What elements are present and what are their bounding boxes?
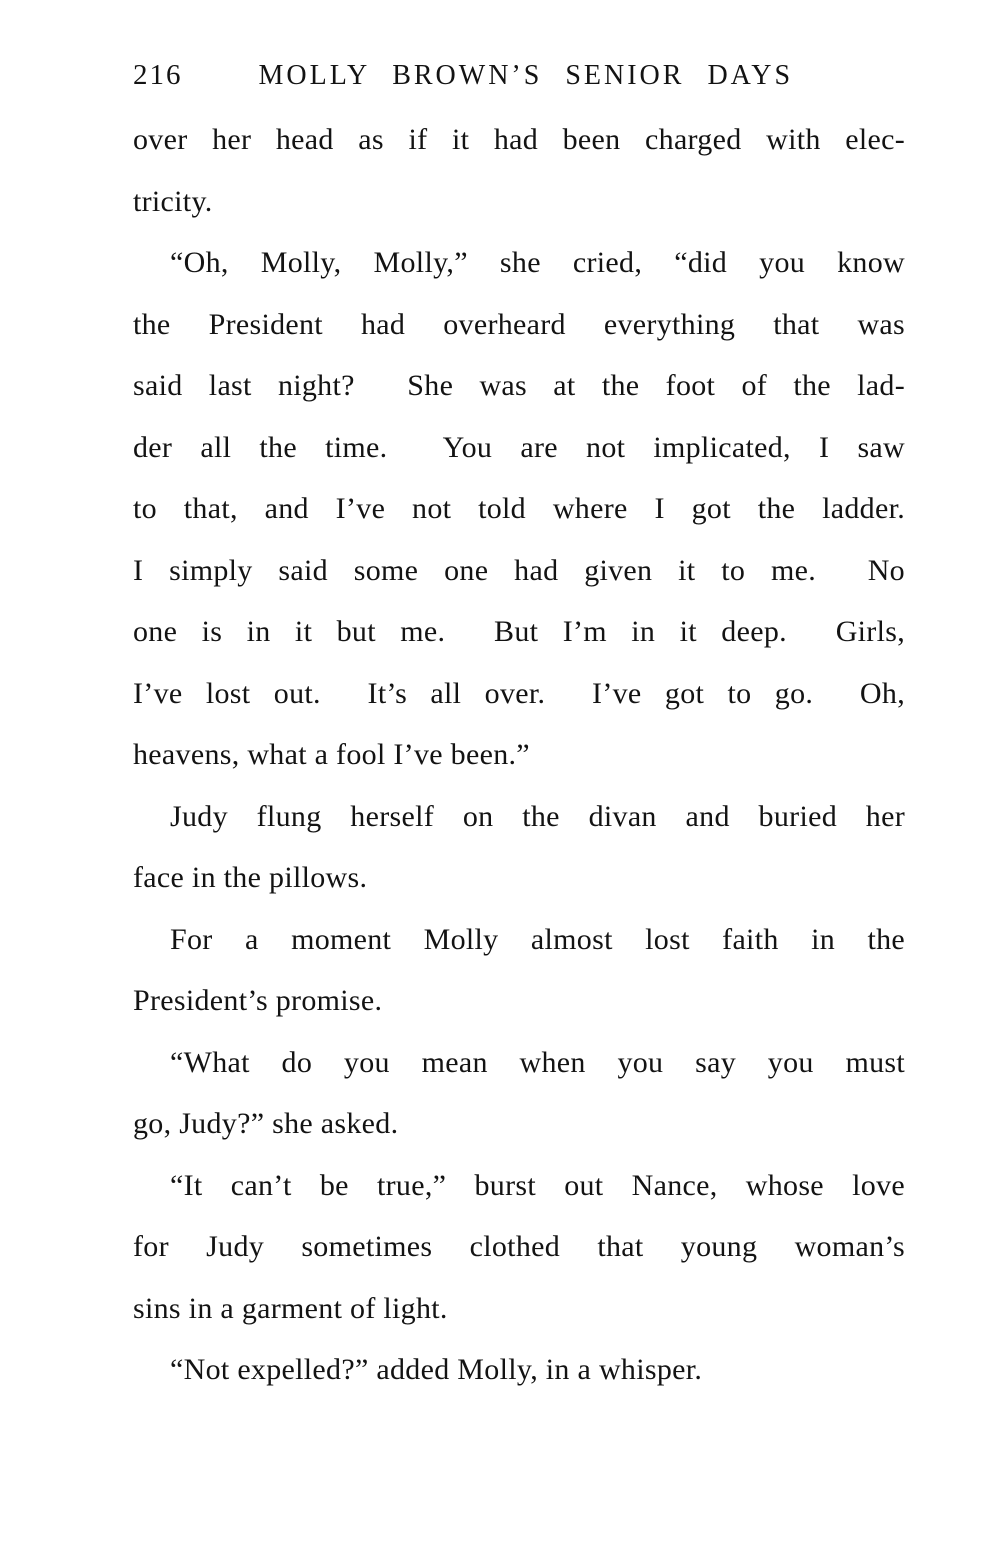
text-line: “Not expelled?” added Molly, in a whisper. xyxy=(170,1353,703,1386)
text-line: “Oh, Molly, Molly,” she cried, “did you know xyxy=(170,246,905,279)
text-line: tricity. xyxy=(133,184,213,218)
body-text xyxy=(133,109,905,1401)
text-line: to that, and I’ve not told where I got the ladder. xyxy=(133,492,905,525)
text-line: For a moment Molly almost lost faith in the xyxy=(170,922,905,956)
running-title: MOLLY BROWN’S SENIOR DAYS xyxy=(258,60,794,91)
text-line: go, Judy?” she asked. xyxy=(133,1107,399,1140)
text-line: Judy flung herself on the divan and buried her xyxy=(170,799,905,833)
text-line: President’s promise. xyxy=(133,984,383,1017)
text-line: over her head as if it had been charged with elec- xyxy=(133,123,905,156)
text-line: face in the pillows. xyxy=(133,861,368,894)
text-line: one is in it but me. But I’m in it deep. Girls, xyxy=(133,615,905,648)
text-line: said last night? She was at the foot of the lad- xyxy=(133,369,905,402)
text-line: heavens, what a fool I’ve been.” xyxy=(133,738,530,771)
text-line: sins in a garment of light. xyxy=(133,1291,448,1325)
text-line: the President had overheard everything that was xyxy=(133,307,905,341)
page-number: 216 xyxy=(133,59,183,91)
text-line: der all the time. You are not implicated, I saw xyxy=(133,430,905,464)
text-line: “It can’t be true,” burst out Nance, whose love xyxy=(170,1168,905,1202)
text-line: I simply said some one had given it to me. No xyxy=(133,553,905,587)
text-line: I’ve lost out. It’s all over. I’ve got to go. Oh, xyxy=(133,676,905,710)
text-line: for Judy sometimes clothed that young woman’s xyxy=(133,1230,905,1263)
text-line: “What do you mean when you say you must xyxy=(170,1045,905,1079)
page-header xyxy=(133,58,905,93)
